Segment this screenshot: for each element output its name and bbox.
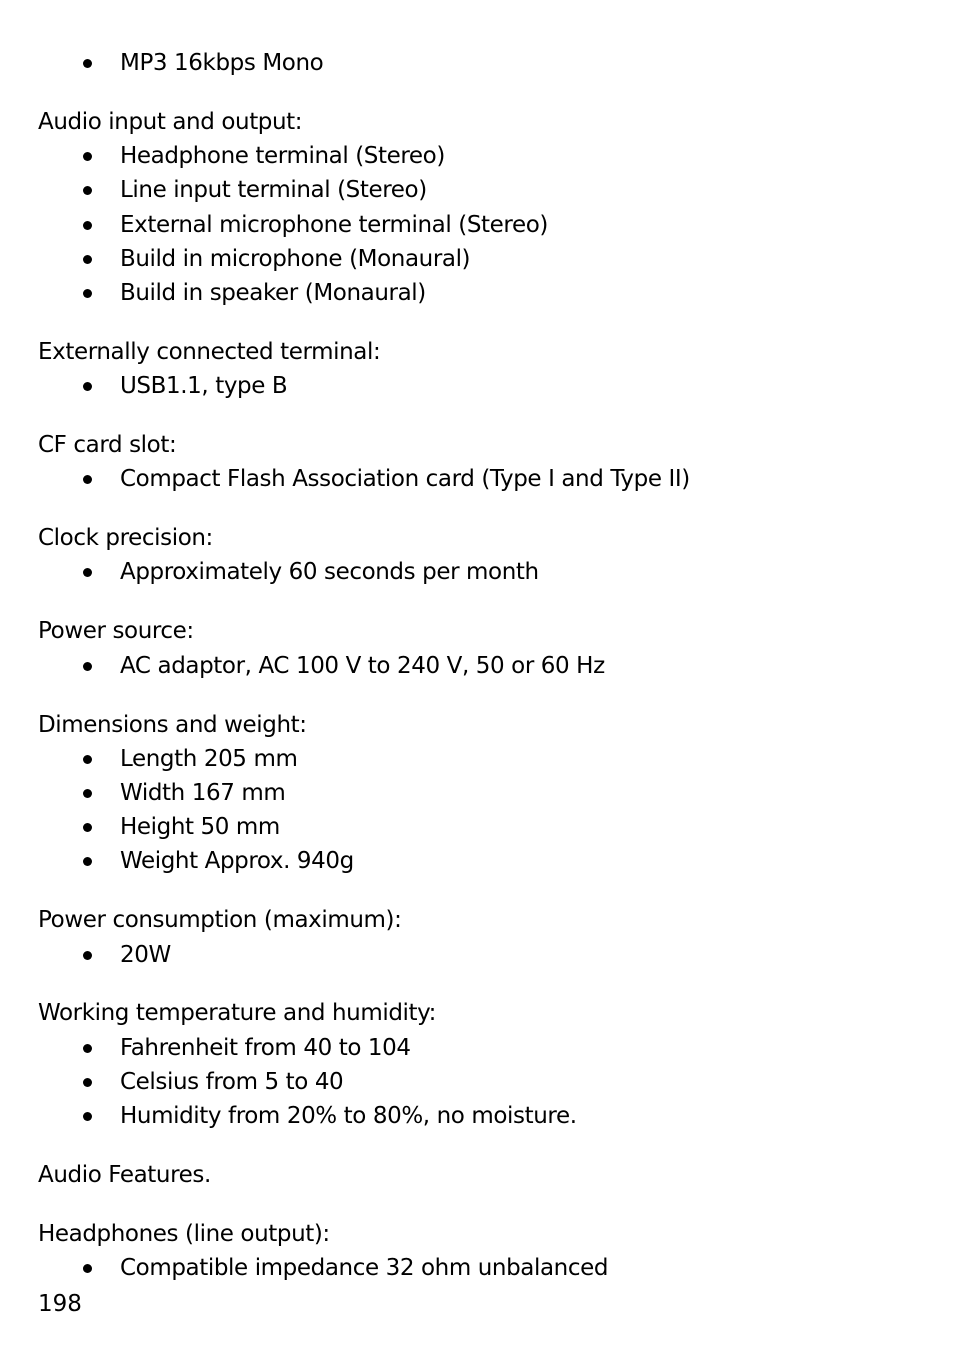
list-item-text: Approximately 60 seconds per month	[120, 559, 539, 585]
list-item-text: External microphone terminal (Stereo)	[120, 212, 548, 238]
list-item-text: Compatible impedance 32 ohm unbalanced	[120, 1255, 609, 1281]
spec-heading: Externally connected terminal:	[38, 339, 381, 365]
spec-heading: Dimensions and weight:	[38, 712, 307, 738]
bullet-icon	[83, 951, 92, 960]
spec-heading: Power source:	[38, 618, 194, 644]
section-title: Audio Features.	[38, 1162, 211, 1188]
list-item-text: Headphone terminal (Stereo)	[120, 143, 445, 169]
spec-heading: CF card slot:	[38, 432, 177, 458]
list-item-text: Compact Flash Association card (Type I and Type II)	[120, 466, 690, 492]
bullet-icon	[83, 823, 92, 832]
list-item-text: Humidity from 20% to 80%, no moisture.	[120, 1103, 577, 1129]
list-item-text: Height 50 mm	[120, 814, 280, 840]
list-item-text: Celsius from 5 to 40	[120, 1069, 344, 1095]
page-number: 198	[38, 1291, 82, 1317]
spec-heading: Power consumption (maximum):	[38, 907, 402, 933]
bullet-icon	[83, 255, 92, 264]
bullet-icon	[83, 755, 92, 764]
bullet-icon	[83, 1112, 92, 1121]
list-item-text: Line input terminal (Stereo)	[120, 177, 427, 203]
list-item-text: 20W	[120, 942, 171, 968]
bullet-icon	[83, 1044, 92, 1053]
spec-heading: Clock precision:	[38, 525, 213, 551]
list-item-text: Build in microphone (Monaural)	[120, 246, 471, 272]
bullet-icon	[83, 59, 92, 68]
bullet-icon	[83, 221, 92, 230]
bullet-icon	[83, 382, 92, 391]
list-item-text: USB1.1, type B	[120, 373, 288, 399]
bullet-icon	[83, 662, 92, 671]
bullet-icon	[83, 152, 92, 161]
list-item-text: MP3 16kbps Mono	[120, 50, 324, 76]
bullet-icon	[83, 475, 92, 484]
list-item-text: AC adaptor, AC 100 V to 240 V, 50 or 60 Hz	[120, 653, 605, 679]
bullet-icon	[83, 186, 92, 195]
bullet-icon	[83, 789, 92, 798]
bullet-icon	[83, 1264, 92, 1273]
list-item-text: Fahrenheit from 40 to 104	[120, 1035, 411, 1061]
list-item-text: Weight Approx. 940g	[120, 848, 354, 874]
spec-heading: Working temperature and humidity:	[38, 1000, 437, 1026]
bullet-icon	[83, 857, 92, 866]
list-item-text: Build in speaker (Monaural)	[120, 280, 426, 306]
bullet-icon	[83, 289, 92, 298]
list-item-text: Length 205 mm	[120, 746, 298, 772]
spec-heading: Audio input and output:	[38, 109, 303, 135]
bullet-icon	[83, 1078, 92, 1087]
bullet-icon	[83, 568, 92, 577]
list-item-text: Width 167 mm	[120, 780, 286, 806]
spec-heading: Headphones (line output):	[38, 1221, 330, 1247]
